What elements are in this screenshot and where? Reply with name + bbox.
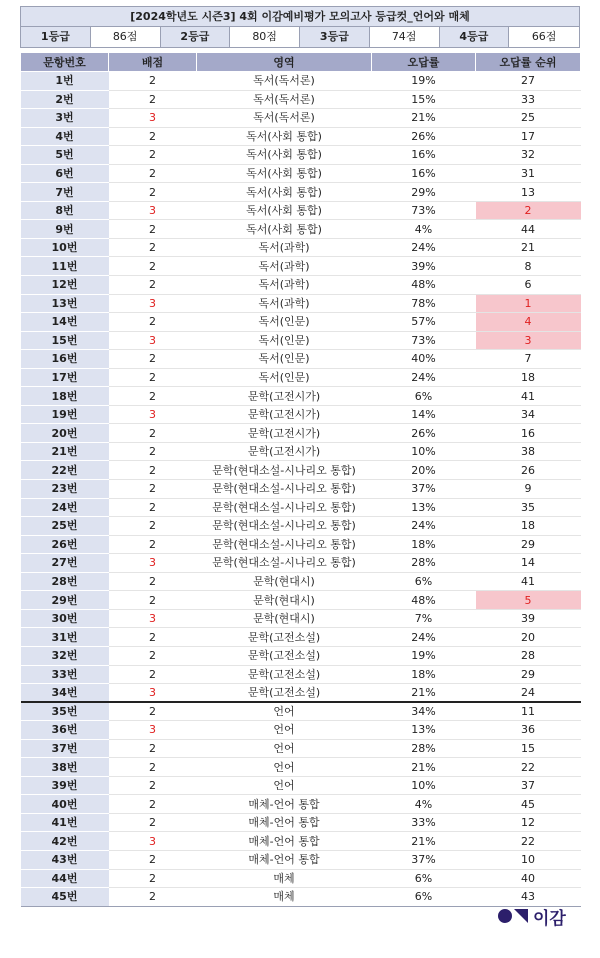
cell-error-rank: 14 (476, 554, 581, 573)
cell-error-rate: 73% (372, 331, 476, 350)
cell-area: 매체 (197, 869, 372, 888)
table-row (21, 591, 581, 610)
table-row (21, 220, 581, 239)
cell-points: 2 (109, 480, 197, 499)
cell-error-rate: 26% (372, 424, 476, 443)
cell-area: 문학(고전시가) (197, 442, 372, 461)
cell-question-number: 28번 (21, 572, 109, 591)
cell-error-rank: 43 (476, 888, 581, 907)
cell-question-number: 12번 (21, 276, 109, 295)
cell-points: 3 (109, 294, 197, 313)
cell-error-rate: 19% (372, 72, 476, 91)
cell-points: 3 (109, 554, 197, 573)
cell-question-number: 10번 (21, 238, 109, 257)
cell-points: 2 (109, 257, 197, 276)
cell-points: 2 (109, 183, 197, 202)
cell-question-number: 11번 (21, 257, 109, 276)
cell-error-rank: 16 (476, 424, 581, 443)
cell-error-rate: 10% (372, 442, 476, 461)
cell-error-rank: 33 (476, 90, 581, 109)
cell-area: 언어 (197, 776, 372, 795)
cell-error-rate: 28% (372, 739, 476, 758)
cell-error-rank: 11 (476, 702, 581, 721)
cell-points: 2 (109, 702, 197, 721)
cell-area: 독서(인문) (197, 313, 372, 332)
cell-area: 언어 (197, 702, 372, 721)
table-row (21, 164, 581, 183)
cell-question-number: 2번 (21, 90, 109, 109)
cell-points: 3 (109, 109, 197, 128)
table-row (21, 795, 581, 814)
cell-error-rate: 26% (372, 127, 476, 146)
cell-error-rank: 28 (476, 646, 581, 665)
cell-points: 2 (109, 164, 197, 183)
cell-error-rate: 24% (372, 628, 476, 647)
table-row (21, 109, 581, 128)
cell-question-number: 7번 (21, 183, 109, 202)
table-row (21, 276, 581, 295)
table-row (21, 257, 581, 276)
cell-error-rate: 28% (372, 554, 476, 573)
cell-area: 독서(인문) (197, 350, 372, 369)
table-row (21, 628, 581, 647)
cell-points: 2 (109, 220, 197, 239)
table-row (21, 702, 581, 721)
cell-error-rank: 7 (476, 350, 581, 369)
cell-error-rate: 6% (372, 387, 476, 406)
header-points: 배점 (109, 53, 197, 72)
cell-question-number: 45번 (21, 888, 109, 907)
cell-area: 문학(고전소설) (197, 665, 372, 684)
table-row (21, 480, 581, 499)
cell-points: 2 (109, 572, 197, 591)
table-row (21, 850, 581, 869)
cell-error-rate: 16% (372, 164, 476, 183)
cell-error-rate: 14% (372, 405, 476, 424)
cell-points: 2 (109, 888, 197, 907)
cell-question-number: 23번 (21, 480, 109, 499)
cell-error-rank: 45 (476, 795, 581, 814)
cell-error-rank: 24 (476, 684, 581, 703)
table-row (21, 684, 581, 703)
cell-points: 2 (109, 869, 197, 888)
cell-question-number: 6번 (21, 164, 109, 183)
cell-error-rate: 73% (372, 201, 476, 220)
cell-area: 독서(과학) (197, 294, 372, 313)
cell-points: 3 (109, 201, 197, 220)
cell-error-rate: 37% (372, 850, 476, 869)
cell-points: 3 (109, 721, 197, 740)
cell-points: 2 (109, 276, 197, 295)
cell-error-rank: 25 (476, 109, 581, 128)
cell-error-rank: 20 (476, 628, 581, 647)
cell-error-rate: 10% (372, 776, 476, 795)
grade-score: 74점 (370, 27, 440, 47)
page-title: [2024학년도 시즌3] 4회 이감예비평가 모의고사 등급컷_언어와 매체 (20, 6, 580, 26)
cell-area: 문학(현대시) (197, 572, 372, 591)
cell-area: 독서(독서론) (197, 109, 372, 128)
table-row (21, 721, 581, 740)
cell-area: 매체-언어 통합 (197, 832, 372, 851)
cell-error-rank: 2 (476, 201, 581, 220)
question-table (20, 52, 581, 907)
cell-question-number: 31번 (21, 628, 109, 647)
table-row (21, 294, 581, 313)
cell-error-rate: 40% (372, 350, 476, 369)
cell-points: 2 (109, 517, 197, 536)
cell-question-number: 37번 (21, 739, 109, 758)
cell-question-number: 30번 (21, 609, 109, 628)
table-row (21, 72, 581, 91)
cell-question-number: 34번 (21, 684, 109, 703)
table-row (21, 127, 581, 146)
cell-area: 문학(현대소설-시나리오 통합) (197, 535, 372, 554)
cell-points: 2 (109, 387, 197, 406)
cell-error-rank: 39 (476, 609, 581, 628)
cell-question-number: 43번 (21, 850, 109, 869)
cell-area: 언어 (197, 758, 372, 777)
table-body (21, 72, 581, 907)
cell-error-rate: 4% (372, 795, 476, 814)
table-row (21, 646, 581, 665)
cell-error-rate: 37% (372, 480, 476, 499)
grade-score: 86점 (91, 27, 161, 47)
cell-points: 2 (109, 776, 197, 795)
cell-error-rate: 21% (372, 758, 476, 777)
table-row (21, 739, 581, 758)
cell-error-rate: 16% (372, 146, 476, 165)
cell-error-rank: 3 (476, 331, 581, 350)
cell-error-rank: 37 (476, 776, 581, 795)
table-row (21, 517, 581, 536)
table-row (21, 313, 581, 332)
cell-points: 3 (109, 609, 197, 628)
cell-error-rank: 8 (476, 257, 581, 276)
cell-question-number: 16번 (21, 350, 109, 369)
cell-area: 독서(사회 통합) (197, 183, 372, 202)
cell-error-rank: 35 (476, 498, 581, 517)
cell-error-rate: 48% (372, 276, 476, 295)
cell-error-rank: 4 (476, 313, 581, 332)
cell-points: 2 (109, 498, 197, 517)
cell-question-number: 9번 (21, 220, 109, 239)
cell-error-rank: 15 (476, 739, 581, 758)
table-row (21, 424, 581, 443)
header-error-rate: 오답률 (372, 53, 476, 72)
table-row (21, 442, 581, 461)
cell-points: 2 (109, 90, 197, 109)
cell-points: 2 (109, 442, 197, 461)
logo-triangle-icon (514, 909, 528, 923)
cell-points: 2 (109, 739, 197, 758)
cell-error-rate: 24% (372, 238, 476, 257)
cell-error-rank: 36 (476, 721, 581, 740)
cell-error-rate: 78% (372, 294, 476, 313)
cell-error-rate: 4% (372, 220, 476, 239)
cell-area: 문학(고전소설) (197, 646, 372, 665)
cell-error-rank: 22 (476, 758, 581, 777)
cell-error-rate: 6% (372, 888, 476, 907)
cell-question-number: 4번 (21, 127, 109, 146)
cell-error-rank: 12 (476, 813, 581, 832)
cell-question-number: 42번 (21, 832, 109, 851)
cell-area: 매체-언어 통합 (197, 795, 372, 814)
table-row (21, 331, 581, 350)
cell-error-rate: 7% (372, 609, 476, 628)
table-row (21, 90, 581, 109)
cell-area: 문학(현대소설-시나리오 통합) (197, 517, 372, 536)
cell-error-rate: 6% (372, 869, 476, 888)
cell-question-number: 21번 (21, 442, 109, 461)
cell-question-number: 40번 (21, 795, 109, 814)
cell-question-number: 25번 (21, 517, 109, 536)
cell-area: 독서(사회 통합) (197, 127, 372, 146)
table-row (21, 461, 581, 480)
cell-area: 언어 (197, 739, 372, 758)
cell-error-rank: 1 (476, 294, 581, 313)
cell-area: 독서(사회 통합) (197, 164, 372, 183)
cell-points: 2 (109, 758, 197, 777)
table-row (21, 758, 581, 777)
cell-error-rank: 26 (476, 461, 581, 480)
table-row (21, 498, 581, 517)
cell-error-rank: 9 (476, 480, 581, 499)
cell-area: 독서(사회 통합) (197, 220, 372, 239)
cell-error-rate: 29% (372, 183, 476, 202)
table-row (21, 201, 581, 220)
table-row (21, 146, 581, 165)
cell-area: 문학(고전시가) (197, 424, 372, 443)
cell-question-number: 15번 (21, 331, 109, 350)
brand-logo (498, 905, 566, 927)
cell-error-rank: 10 (476, 850, 581, 869)
cell-error-rate: 18% (372, 665, 476, 684)
logo-dot-icon (498, 909, 512, 923)
cell-error-rank: 22 (476, 832, 581, 851)
cell-error-rate: 21% (372, 684, 476, 703)
cell-question-number: 18번 (21, 387, 109, 406)
grade-cut-sheet (20, 6, 580, 907)
cell-points: 3 (109, 684, 197, 703)
cell-area: 매체 (197, 888, 372, 907)
cell-points: 2 (109, 350, 197, 369)
cell-points: 3 (109, 832, 197, 851)
cell-question-number: 38번 (21, 758, 109, 777)
cell-error-rank: 21 (476, 238, 581, 257)
cell-question-number: 20번 (21, 424, 109, 443)
cell-error-rate: 24% (372, 368, 476, 387)
cell-error-rate: 33% (372, 813, 476, 832)
table-row (21, 405, 581, 424)
cell-question-number: 24번 (21, 498, 109, 517)
cell-question-number: 26번 (21, 535, 109, 554)
cell-points: 2 (109, 795, 197, 814)
grade-label: 2등급 (161, 27, 231, 47)
header-area: 영역 (197, 53, 372, 72)
cell-error-rank: 32 (476, 146, 581, 165)
cell-error-rank: 18 (476, 368, 581, 387)
cell-area: 문학(고전소설) (197, 684, 372, 703)
cell-points: 2 (109, 591, 197, 610)
cell-question-number: 22번 (21, 461, 109, 480)
grade-cut-row (20, 26, 580, 48)
table-row (21, 813, 581, 832)
table-row (21, 554, 581, 573)
cell-points: 2 (109, 628, 197, 647)
cell-question-number: 1번 (21, 72, 109, 91)
cell-area: 독서(인문) (197, 368, 372, 387)
table-row (21, 665, 581, 684)
cell-error-rate: 20% (372, 461, 476, 480)
cell-question-number: 13번 (21, 294, 109, 313)
cell-question-number: 36번 (21, 721, 109, 740)
cell-area: 매체-언어 통합 (197, 813, 372, 832)
cell-points: 2 (109, 313, 197, 332)
grade-label: 1등급 (21, 27, 91, 47)
cell-area: 독서(사회 통합) (197, 146, 372, 165)
cell-area: 매체-언어 통합 (197, 850, 372, 869)
logo-text: 이감 (533, 908, 566, 929)
cell-question-number: 8번 (21, 201, 109, 220)
cell-area: 문학(현대소설-시나리오 통합) (197, 480, 372, 499)
cell-error-rank: 41 (476, 387, 581, 406)
cell-points: 2 (109, 461, 197, 480)
cell-error-rate: 13% (372, 498, 476, 517)
cell-error-rate: 21% (372, 832, 476, 851)
cell-points: 2 (109, 146, 197, 165)
cell-error-rate: 21% (372, 109, 476, 128)
table-row (21, 183, 581, 202)
cell-question-number: 41번 (21, 813, 109, 832)
cell-error-rank: 41 (476, 572, 581, 591)
cell-error-rank: 38 (476, 442, 581, 461)
cell-question-number: 5번 (21, 146, 109, 165)
cell-error-rank: 5 (476, 591, 581, 610)
table-row (21, 869, 581, 888)
cell-error-rate: 18% (372, 535, 476, 554)
cell-area: 문학(현대소설-시나리오 통합) (197, 498, 372, 517)
cell-points: 2 (109, 424, 197, 443)
table-row (21, 350, 581, 369)
table-row (21, 387, 581, 406)
cell-question-number: 32번 (21, 646, 109, 665)
cell-area: 문학(고전시가) (197, 405, 372, 424)
cell-points: 3 (109, 405, 197, 424)
cell-points: 2 (109, 72, 197, 91)
cell-points: 2 (109, 368, 197, 387)
cell-area: 독서(인문) (197, 331, 372, 350)
cell-question-number: 14번 (21, 313, 109, 332)
cell-points: 2 (109, 238, 197, 257)
cell-error-rank: 18 (476, 517, 581, 536)
cell-error-rank: 27 (476, 72, 581, 91)
cell-area: 문학(현대소설-시나리오 통합) (197, 461, 372, 480)
cell-area: 독서(과학) (197, 276, 372, 295)
grade-label: 4등급 (440, 27, 510, 47)
cell-error-rank: 29 (476, 665, 581, 684)
table-header-row (21, 53, 581, 72)
cell-area: 문학(현대시) (197, 591, 372, 610)
cell-question-number: 27번 (21, 554, 109, 573)
cell-question-number: 39번 (21, 776, 109, 795)
cell-points: 2 (109, 665, 197, 684)
cell-error-rank: 17 (476, 127, 581, 146)
table-row (21, 888, 581, 907)
cell-error-rate: 34% (372, 702, 476, 721)
header-error-rank: 오답률 순위 (476, 53, 581, 72)
cell-question-number: 3번 (21, 109, 109, 128)
cell-question-number: 35번 (21, 702, 109, 721)
cell-area: 문학(현대소설-시나리오 통합) (197, 554, 372, 573)
table-row (21, 238, 581, 257)
cell-question-number: 17번 (21, 368, 109, 387)
table-row (21, 832, 581, 851)
header-question-number: 문항번호 (21, 53, 109, 72)
cell-area: 문학(현대시) (197, 609, 372, 628)
cell-error-rank: 40 (476, 869, 581, 888)
cell-error-rate: 15% (372, 90, 476, 109)
cell-question-number: 44번 (21, 869, 109, 888)
cell-points: 3 (109, 331, 197, 350)
cell-error-rate: 6% (372, 572, 476, 591)
cell-error-rank: 44 (476, 220, 581, 239)
cell-error-rate: 24% (372, 517, 476, 536)
cell-area: 독서(과학) (197, 257, 372, 276)
cell-question-number: 29번 (21, 591, 109, 610)
cell-error-rate: 13% (372, 721, 476, 740)
cell-error-rank: 29 (476, 535, 581, 554)
cell-area: 독서(독서론) (197, 72, 372, 91)
table-row (21, 776, 581, 795)
grade-label: 3등급 (300, 27, 370, 47)
grade-score: 66점 (509, 27, 579, 47)
cell-error-rate: 39% (372, 257, 476, 276)
cell-points: 2 (109, 535, 197, 554)
cell-question-number: 33번 (21, 665, 109, 684)
cell-error-rank: 6 (476, 276, 581, 295)
table-row (21, 535, 581, 554)
cell-error-rank: 13 (476, 183, 581, 202)
cell-error-rank: 31 (476, 164, 581, 183)
cell-area: 문학(고전시가) (197, 387, 372, 406)
cell-error-rate: 57% (372, 313, 476, 332)
cell-points: 2 (109, 127, 197, 146)
cell-error-rank: 34 (476, 405, 581, 424)
cell-question-number: 19번 (21, 405, 109, 424)
cell-error-rate: 19% (372, 646, 476, 665)
cell-area: 독서(사회 통합) (197, 201, 372, 220)
cell-area: 언어 (197, 721, 372, 740)
cell-points: 2 (109, 850, 197, 869)
cell-area: 독서(과학) (197, 238, 372, 257)
cell-error-rate: 48% (372, 591, 476, 610)
table-row (21, 572, 581, 591)
cell-points: 2 (109, 813, 197, 832)
cell-area: 문학(고전소설) (197, 628, 372, 647)
cell-area: 독서(독서론) (197, 90, 372, 109)
grade-score: 80점 (230, 27, 300, 47)
cell-points: 2 (109, 646, 197, 665)
table-row (21, 368, 581, 387)
table-row (21, 609, 581, 628)
